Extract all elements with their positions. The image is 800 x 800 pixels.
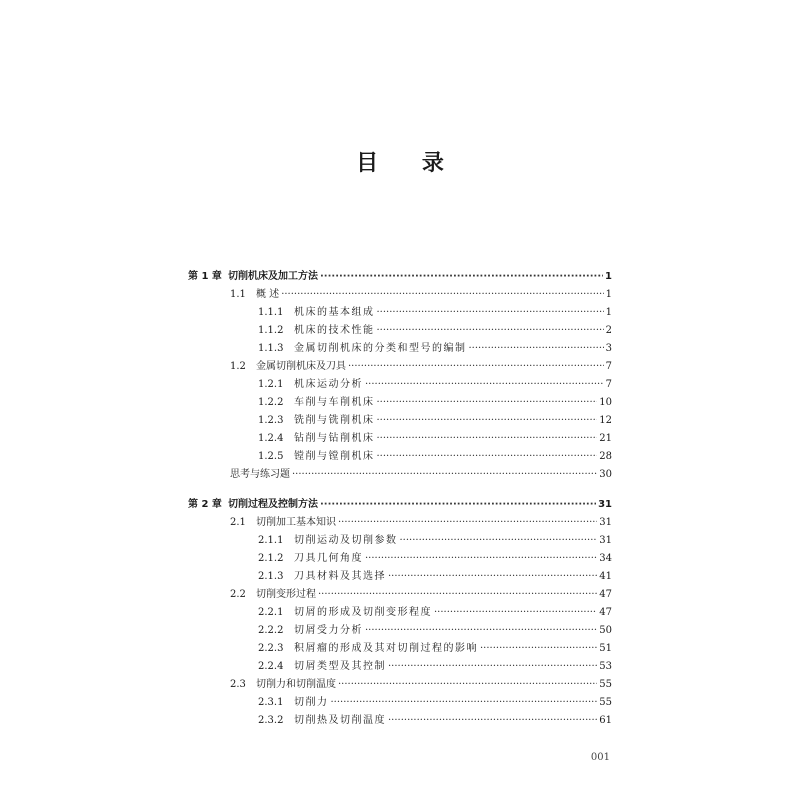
toc-entry[interactable] <box>188 658 612 676</box>
dot-leader <box>388 568 597 586</box>
toc-entry-number: 2.1.2 <box>258 553 284 564</box>
toc-entry-title: 钻削与钻削机床 <box>294 433 375 444</box>
toc-entry-title: 刀具材料及其选择 <box>294 571 386 582</box>
toc-entry-number: 2.2.3 <box>258 643 284 654</box>
toc-entry-title: 机床运动分析 <box>294 379 363 390</box>
toc-entry-page: 61 <box>599 715 612 726</box>
toc-entry-title: 切削力 <box>294 697 329 708</box>
toc-entry-title: 金属切削机床的分类和型号的编制 <box>294 343 467 354</box>
table-of-contents <box>188 268 612 730</box>
toc-entry-page: 50 <box>599 625 612 636</box>
toc-entry-title: 思考与练习题 <box>230 469 290 480</box>
page-title: 目 录 <box>356 150 462 176</box>
toc-entry-number: 1.2 <box>230 361 246 372</box>
toc-entry-page: 31 <box>598 499 612 510</box>
toc-entry[interactable] <box>188 550 612 568</box>
toc-entry-page: 12 <box>599 415 612 426</box>
toc-entry-page: 7 <box>605 361 612 372</box>
page-number: 001 <box>590 752 610 763</box>
dot-leader <box>377 412 598 430</box>
dot-leader <box>348 358 604 376</box>
toc-entry-title: 切削变形过程 <box>256 589 316 600</box>
toc-entry-number: 1.2.1 <box>258 379 284 390</box>
toc-entry-title: 金属切削机床及刀具 <box>256 361 346 372</box>
toc-entry-number: 1.2.3 <box>258 415 284 426</box>
dot-leader <box>365 622 597 640</box>
toc-entry[interactable] <box>188 532 612 550</box>
dot-leader <box>469 340 604 358</box>
toc-entry-number: 第 2 章 <box>188 499 222 510</box>
dot-leader <box>320 268 603 286</box>
toc-entry-number: 2.3.2 <box>258 715 284 726</box>
toc-entry[interactable] <box>188 448 612 466</box>
toc-entry-title: 切削热及切削温度 <box>294 715 386 726</box>
toc-entry-number: 1.1 <box>230 289 246 300</box>
toc-entry-number: 1.2.5 <box>258 451 284 462</box>
dot-leader <box>377 394 598 412</box>
toc-entry[interactable] <box>188 466 612 484</box>
toc-entry-page: 51 <box>599 643 612 654</box>
toc-entry-title: 刀具几何角度 <box>294 553 363 564</box>
dot-leader <box>377 448 598 466</box>
toc-entry-number: 2.1.1 <box>258 535 284 546</box>
toc-entry[interactable] <box>188 358 612 376</box>
dot-leader <box>388 712 597 730</box>
toc-entry[interactable] <box>188 394 612 412</box>
toc-entry[interactable] <box>188 376 612 394</box>
toc-entry-page: 47 <box>599 589 612 600</box>
dot-leader <box>388 658 597 676</box>
toc-entry-number: 2.3 <box>230 679 246 690</box>
toc-entry-title: 镗削与镗削机床 <box>294 451 375 462</box>
toc-entry[interactable] <box>188 340 612 358</box>
dot-leader <box>365 376 604 394</box>
dot-leader <box>281 286 603 304</box>
toc-entry-title: 切削加工基本知识 <box>256 517 336 528</box>
chapter-gap <box>188 484 612 496</box>
toc-entry[interactable] <box>188 322 612 340</box>
toc-entry[interactable] <box>188 430 612 448</box>
toc-entry-number: 2.3.1 <box>258 697 284 708</box>
toc-entry-number: 1.2.2 <box>258 397 284 408</box>
toc-entry-number: 2.2 <box>230 589 246 600</box>
toc-entry-page: 47 <box>599 607 612 618</box>
toc-entry[interactable] <box>188 640 612 658</box>
dot-leader <box>434 604 597 622</box>
toc-entry-title: 切削机床及加工方法 <box>228 271 318 282</box>
toc-entry[interactable] <box>188 604 612 622</box>
dot-leader <box>331 694 598 712</box>
dot-leader <box>292 466 597 484</box>
toc-entry-number: 1.1.2 <box>258 325 284 336</box>
toc-entry-number: 1.1.3 <box>258 343 284 354</box>
toc-entry[interactable] <box>188 412 612 430</box>
toc-entry-page: 41 <box>599 571 612 582</box>
toc-entry[interactable] <box>188 694 612 712</box>
dot-leader <box>377 430 598 448</box>
toc-entry[interactable] <box>188 268 612 286</box>
toc-entry-number: 2.2.1 <box>258 607 284 618</box>
toc-entry-page: 31 <box>599 517 612 528</box>
toc-entry[interactable] <box>188 286 612 304</box>
toc-entry-page: 2 <box>605 325 612 336</box>
toc-entry[interactable] <box>188 514 612 532</box>
toc-entry-title: 切削力和切削温度 <box>256 679 336 690</box>
toc-entry-page: 1 <box>605 289 612 300</box>
toc-entry[interactable] <box>188 496 612 514</box>
toc-entry[interactable] <box>188 676 612 694</box>
toc-entry-page: 21 <box>599 433 612 444</box>
toc-entry-page: 31 <box>599 535 612 546</box>
toc-entry-title: 切屑的形成及切削变形程度 <box>294 607 432 618</box>
toc-entry-title: 概 述 <box>256 289 280 300</box>
toc-entry-page: 1 <box>605 307 612 318</box>
toc-entry-page: 1 <box>605 271 612 282</box>
toc-entry[interactable] <box>188 622 612 640</box>
toc-entry-number: 2.2.2 <box>258 625 284 636</box>
toc-entry-page: 7 <box>605 379 612 390</box>
toc-entry-page: 53 <box>599 661 612 672</box>
toc-entry-page: 28 <box>599 451 612 462</box>
toc-entry-number: 第 1 章 <box>188 271 222 282</box>
dot-leader <box>377 322 604 340</box>
dot-leader <box>318 586 597 604</box>
dot-leader <box>365 550 597 568</box>
toc-entry-title: 切屑类型及其控制 <box>294 661 386 672</box>
toc-entry-title: 机床的技术性能 <box>294 325 375 336</box>
toc-entry[interactable] <box>188 304 612 322</box>
toc-entry[interactable] <box>188 568 612 586</box>
dot-leader <box>338 514 597 532</box>
toc-entry-number: 2.1.3 <box>258 571 284 582</box>
toc-entry-number: 1.2.4 <box>258 433 284 444</box>
toc-entry-title: 积屑瘤的形成及其对切削过程的影响 <box>294 643 478 654</box>
dot-leader <box>377 304 604 322</box>
toc-entry-title: 铣削与铣削机床 <box>294 415 375 426</box>
toc-entry-number: 1.1.1 <box>258 307 284 318</box>
toc-entry-number: 2.2.4 <box>258 661 284 672</box>
dot-leader <box>400 532 598 550</box>
toc-entry-page: 30 <box>599 469 612 480</box>
toc-entry-number: 2.1 <box>230 517 246 528</box>
dot-leader <box>338 676 597 694</box>
toc-entry[interactable] <box>188 712 612 730</box>
toc-entry-title: 切削运动及切削参数 <box>294 535 398 546</box>
toc-entry-page: 10 <box>599 397 612 408</box>
toc-entry-title: 切削过程及控制方法 <box>228 499 318 510</box>
toc-entry-page: 55 <box>599 697 612 708</box>
toc-entry-page: 3 <box>605 343 612 354</box>
toc-entry-title: 切屑受力分析 <box>294 625 363 636</box>
dot-leader <box>320 496 596 514</box>
toc-entry-page: 55 <box>599 679 612 690</box>
toc-entry[interactable] <box>188 586 612 604</box>
toc-entry-title: 车削与车削机床 <box>294 397 375 408</box>
dot-leader <box>480 640 597 658</box>
toc-entry-page: 34 <box>599 553 612 564</box>
toc-entry-title: 机床的基本组成 <box>294 307 375 318</box>
